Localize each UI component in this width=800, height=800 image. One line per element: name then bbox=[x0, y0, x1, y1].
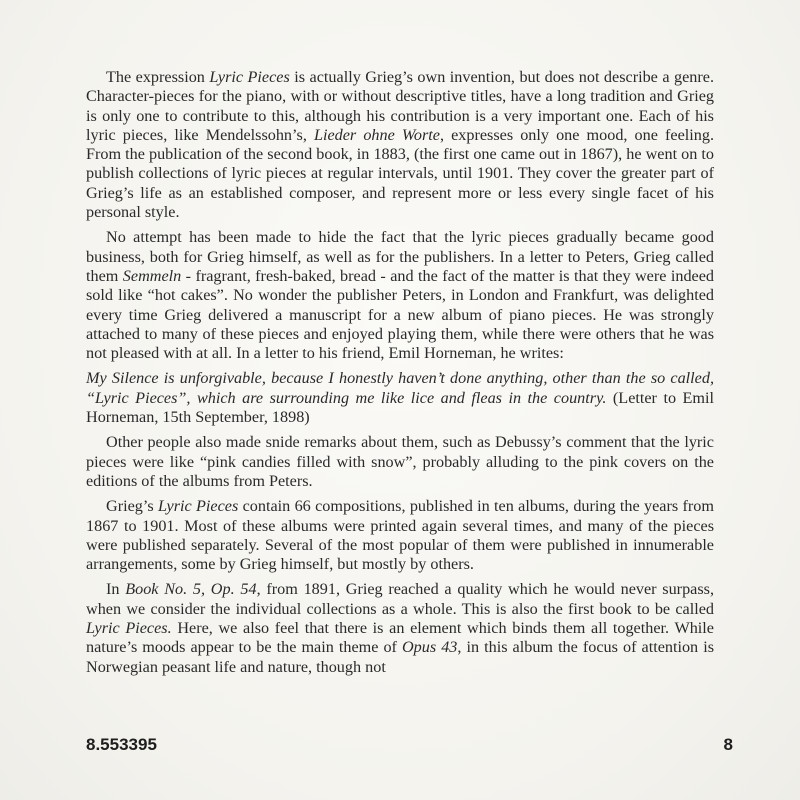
body-text bbox=[86, 68, 714, 683]
italic-text-segment: Lieder ohne Worte bbox=[313, 125, 440, 144]
catalog-number: 8.553395 bbox=[86, 735, 157, 754]
italic-text-segment: Opus 43 bbox=[401, 638, 458, 657]
text-segment: In bbox=[106, 580, 126, 599]
text-segment: No attempt has been made to hide the fact that the lyric pieces gradually became good business, both for Grieg himself, as well as for the publishers. In a letter to Peters, Grieg called them bbox=[86, 228, 714, 285]
text-segment: The expression bbox=[106, 68, 210, 86]
italic-text-segment: Book No. 5, Op. 54 bbox=[125, 580, 257, 599]
paragraph bbox=[86, 68, 714, 222]
paragraph bbox=[86, 497, 714, 574]
text-segment: , expresses only one mood, one feeling. From the publication of the second book, in 1883, (the first one came out in 1867), he went on to publish collections of lyric pieces at regular intervals, until 1901. They cover the greater part of Grieg’s life as an established composer, and represent more or less every single facet of his personal style. bbox=[86, 125, 714, 222]
paragraph bbox=[86, 580, 714, 676]
paragraph bbox=[86, 228, 714, 363]
text-segment: Here, we also feel that there is an element which binds them all together. While nature’s moods appear to be the main theme of bbox=[86, 619, 714, 657]
text-segment: is actually Grieg’s own invention, but does not describe a genre. Character-pieces for the piano, with or without descriptive titles, have a long tradition and Grieg is only one to contribute to this, although his contribution is a very important one. Each of his lyric pieces, like Mendelssohn’s, bbox=[86, 68, 715, 144]
text-segment: - fragrant, fresh-baked, bread - and the fact of the matter is that they were indeed sold like “hot cakes”. No wonder the publisher Peters, in London and Frankfurt, was delighted every time Grieg delivered a manuscript for a new album of piano pieces. He was strongly attached to many of these pieces and enjoyed playing them, while there were others that he was not pleased with at all. In a letter to his friend, Emil Horneman, he writes: bbox=[86, 266, 714, 363]
paragraph bbox=[86, 433, 714, 491]
letter-quote-paragraph bbox=[86, 369, 714, 427]
text-segment: contain 66 compositions, published in ten albums, during the years from 1867 to 1901. Most of these albums were printed again several times, and many of the pieces were published separately. Several of the most popular of them were published in innumerable arrangements, some by Grieg himself, but mostly by others. bbox=[86, 497, 714, 574]
text-segment: , from 1891, Grieg reached a quality which he would never surpass, when we consider the individual collections as a whole. This is also the first book to be called bbox=[86, 580, 714, 618]
text-segment: Grieg’s bbox=[106, 497, 158, 516]
text-segment: Other people also made snide remarks about them, such as Debussy’s comment that the lyric pieces were like “pink candies filled with snow”, probably alluding to the pink covers on the editions of the albums from Peters. bbox=[86, 433, 714, 490]
text-segment: , in this album the focus of attention is Norwegian peasant life and nature, though not bbox=[86, 638, 714, 676]
page-number: 8 bbox=[723, 735, 733, 754]
italic-text-segment: Semmeln bbox=[122, 266, 182, 285]
italic-text-segment: Lyric Pieces. bbox=[86, 619, 172, 638]
italic-text-segment: Lyric Pieces bbox=[158, 497, 239, 516]
italic-text-segment: My Silence is unforgivable, because I honestly haven’t done anything, other than the so called, “Lyric Pieces”, which are surrounding me like lice and fleas in the country. bbox=[86, 369, 714, 407]
italic-text-segment: Lyric Pieces bbox=[209, 68, 290, 86]
text-segment: (Letter to Emil Horneman, 15th September, 1898) bbox=[86, 388, 714, 427]
